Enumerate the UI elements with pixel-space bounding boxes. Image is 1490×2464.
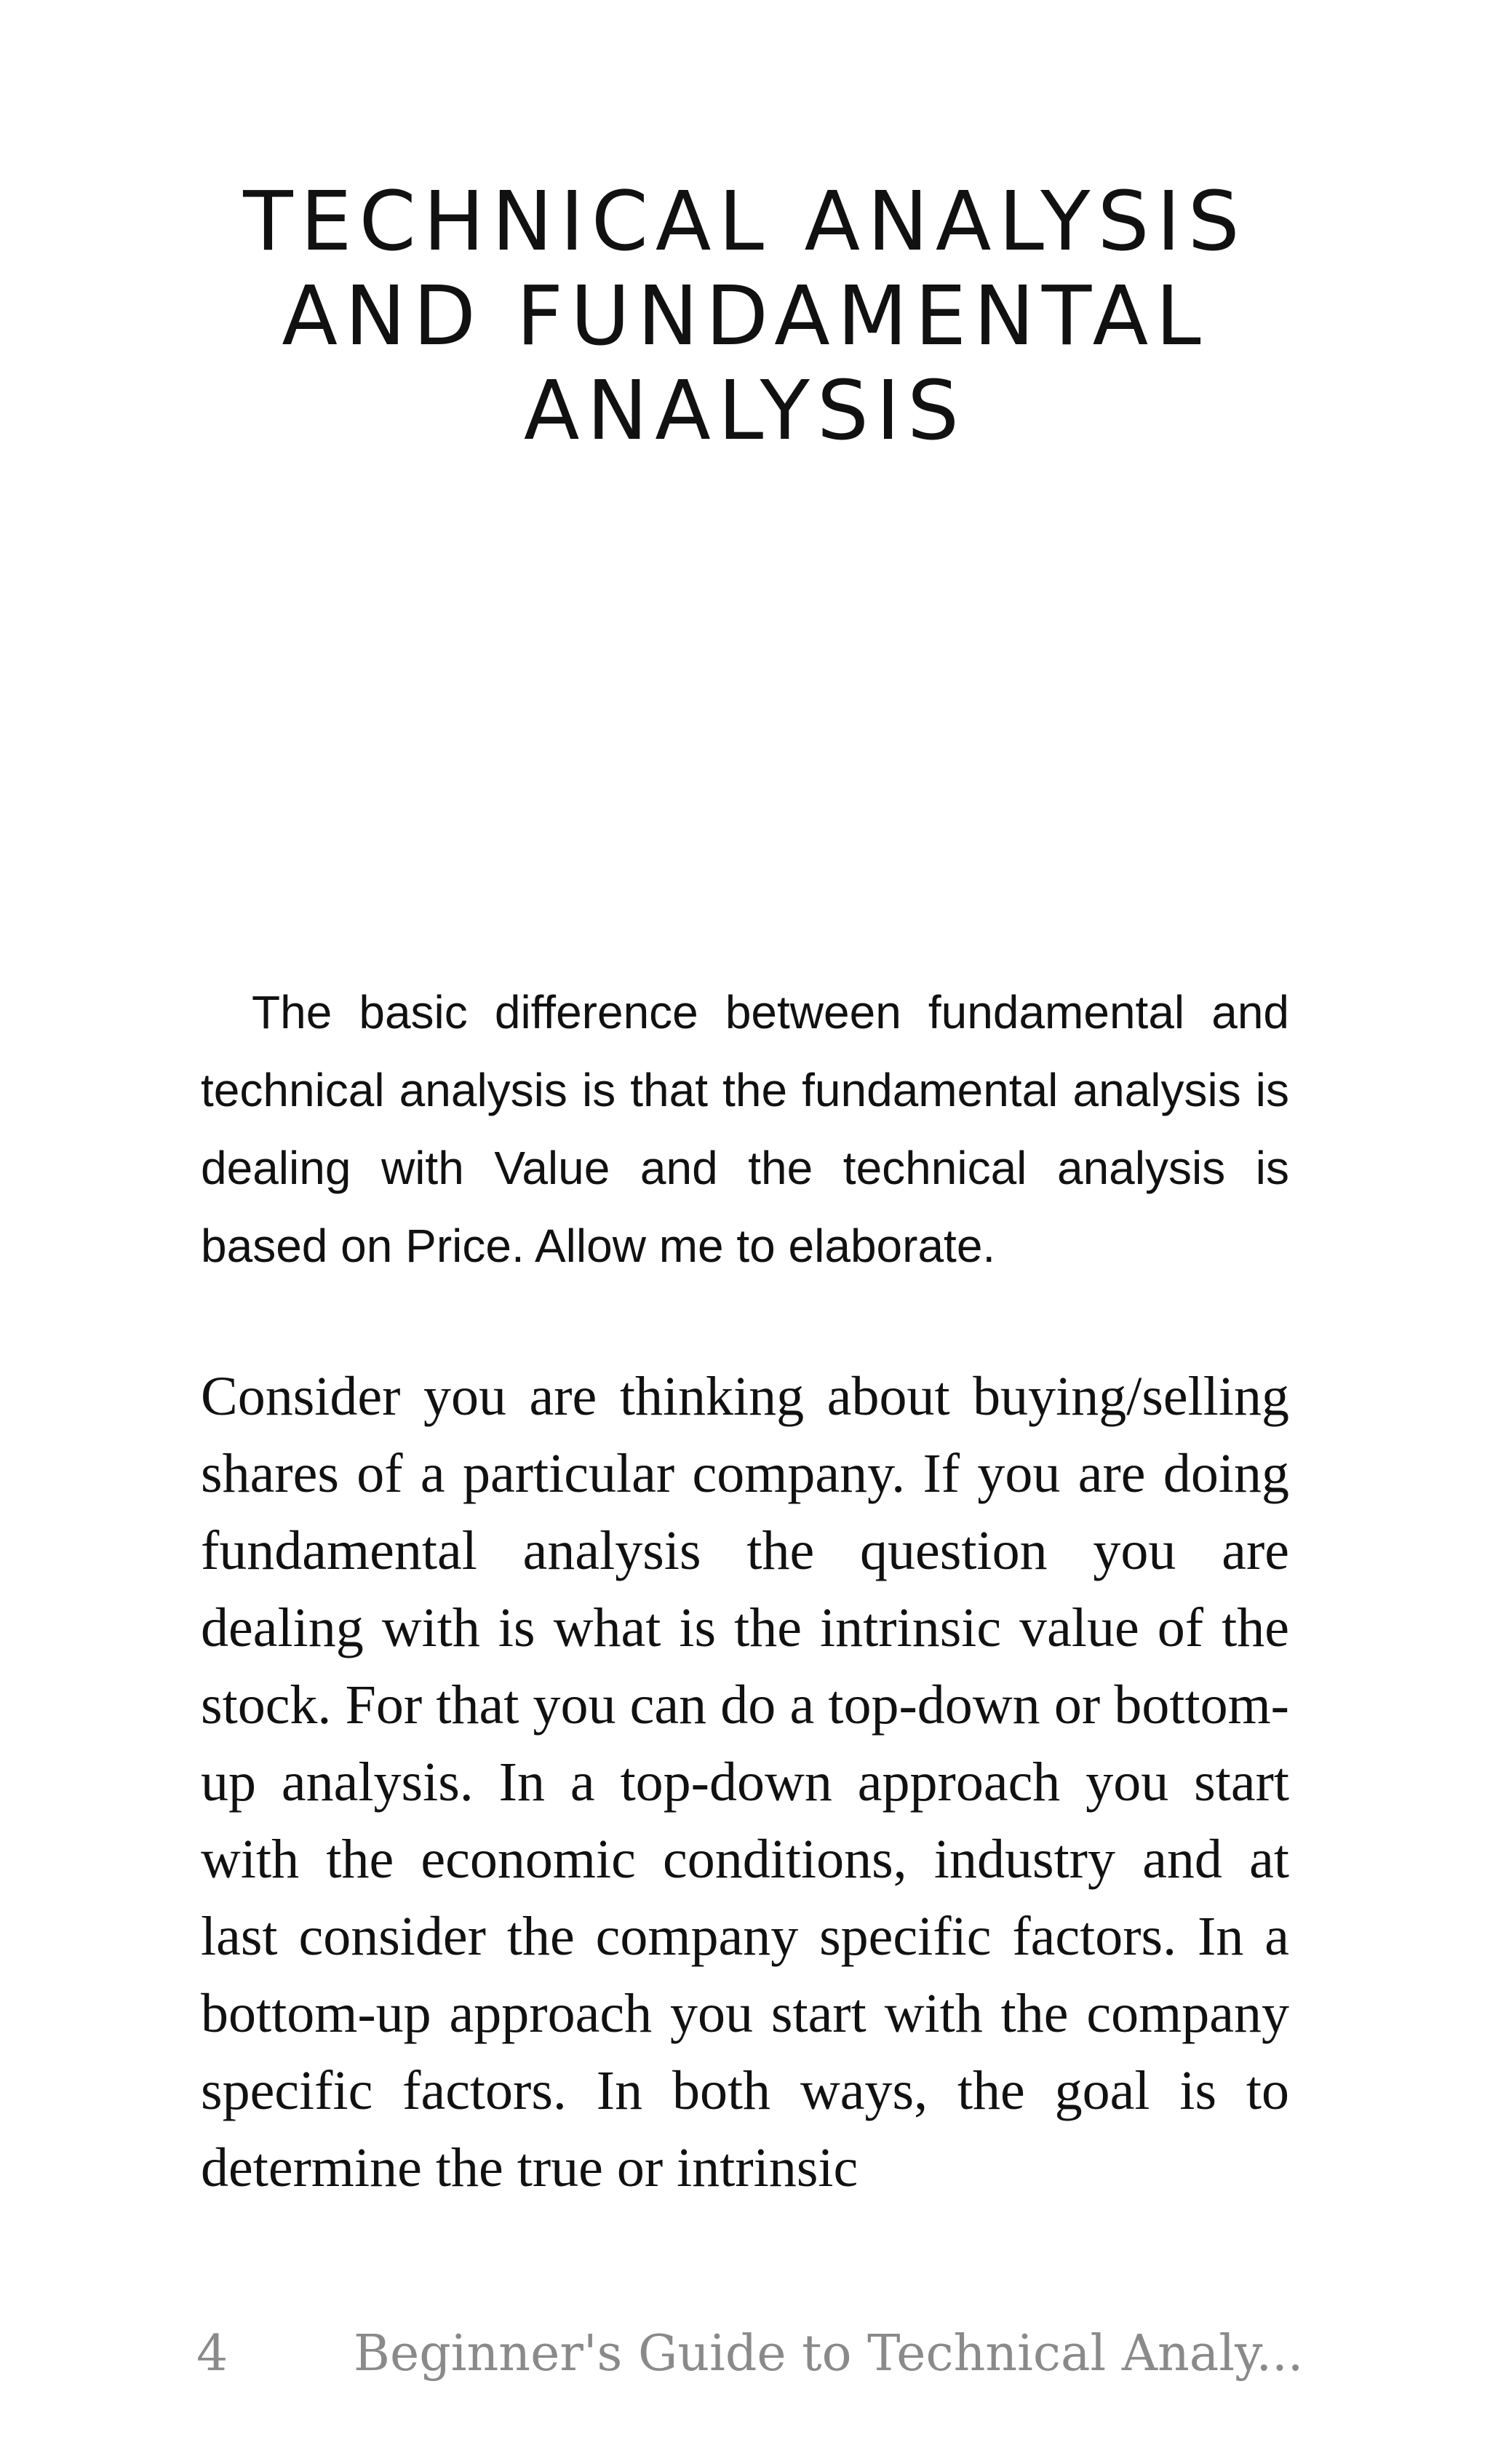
chapter-title-line: ANALYSIS xyxy=(523,364,967,458)
chapter-title-line: AND FUNDAMENTAL xyxy=(282,269,1208,364)
chapter-title-line: TECHNICAL ANALYSIS xyxy=(243,175,1247,269)
running-book-title: Beginner's Guide to Technical Analy... xyxy=(354,2325,1304,2382)
chapter-title xyxy=(204,175,1286,458)
page-footer xyxy=(196,2314,1317,2394)
lead-paragraph: The basic difference between fundamental and technical analysis is that the fundamental analysis is dealing with Value and the technical analysis is based on Price. Allow me to elaborate. xyxy=(201,986,1289,1272)
body-paragraph: Consider you are thinking about buying/selling shares of a particular company. If you are doing fundamental analysis the question you are dealing with is what is the intrinsic value of the stock. For that you can do a top-down or bottom-up analysis. In a top-down approach you start with the economic conditions, industry and at last consider the company specific factors. In a bottom-up approach you start with the company specific factors. In both ways, the goal is to determine the true or intrinsic xyxy=(201,1366,1289,2198)
page-number: 4 xyxy=(196,2325,228,2382)
